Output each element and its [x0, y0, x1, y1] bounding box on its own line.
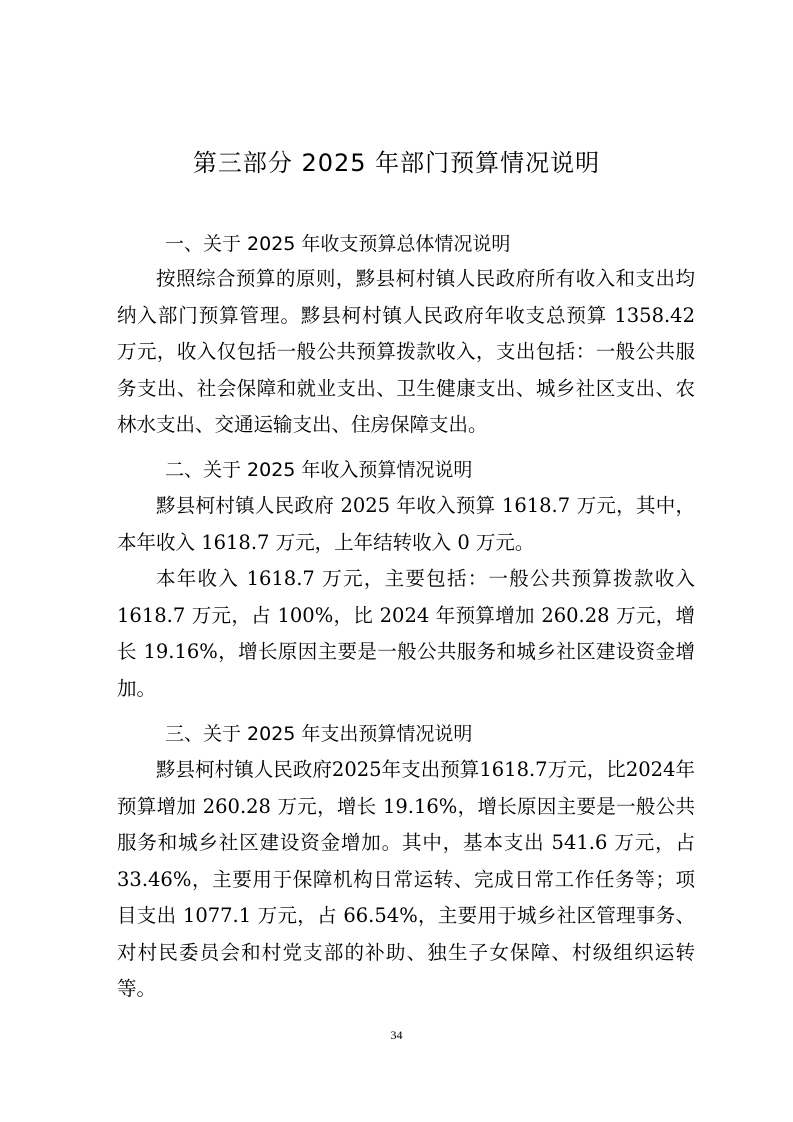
section-2-paragraph-1: 黟县柯村镇人民政府 2025 年收入预算 1618.7 万元，其中，本年收入 1618.7 万元，上年结转收入 0 万元。	[117, 494, 695, 554]
section-heading-3: 三、关于 2025 年支出预算情况说明	[165, 723, 473, 745]
section-2-paragraph-2: 本年收入 1618.7 万元，主要包括：一般公共预算拨款收入 1618.7 万元，占 100%，比 2024 年预算增加 260.28 万元，增长 19.16%，增长原因主要是一般公共服务和城乡社区建设资金增加。	[117, 567, 695, 700]
page-number: 34	[390, 1028, 403, 1042]
section-3-paragraph-1: 黟县柯村镇人民政府2025年支出预算1618.7万元，比2024年预算增加 260.28 万元，增长 19.16%，增长原因主要是一般公共服务和城乡社区建设资金增加。其中，基本支出 541.6 万元，占 33.46%，主要用于保障机构日常运转、完成日常工作任务等；项目支出 1077.1 万元，占 66.54%，主要用于城乡社区管理事务、对村民委员会和村党支部的补助、独生子女保障、村级组织运转等。	[117, 758, 695, 1000]
section-1-paragraph-1: 按照综合预算的原则，黟县柯村镇人民政府所有收入和支出均纳入部门预算管理。黟县柯村镇人民政府年收支总预算 1358.42 万元，收入仅包括一般公共预算拨款收入，支出包括：一般公共服务支出、社会保障和就业支出、卫生健康支出、城乡社区支出、农林水支出、交通运输支出、住房保障支出。	[117, 267, 695, 436]
section-heading-2: 二、关于 2025 年收入预算情况说明	[165, 459, 473, 481]
page-title: 第三部分 2025 年部门预算情况说明	[192, 149, 601, 177]
section-heading-1: 一、关于 2025 年收支预算总体情况说明	[165, 233, 511, 255]
